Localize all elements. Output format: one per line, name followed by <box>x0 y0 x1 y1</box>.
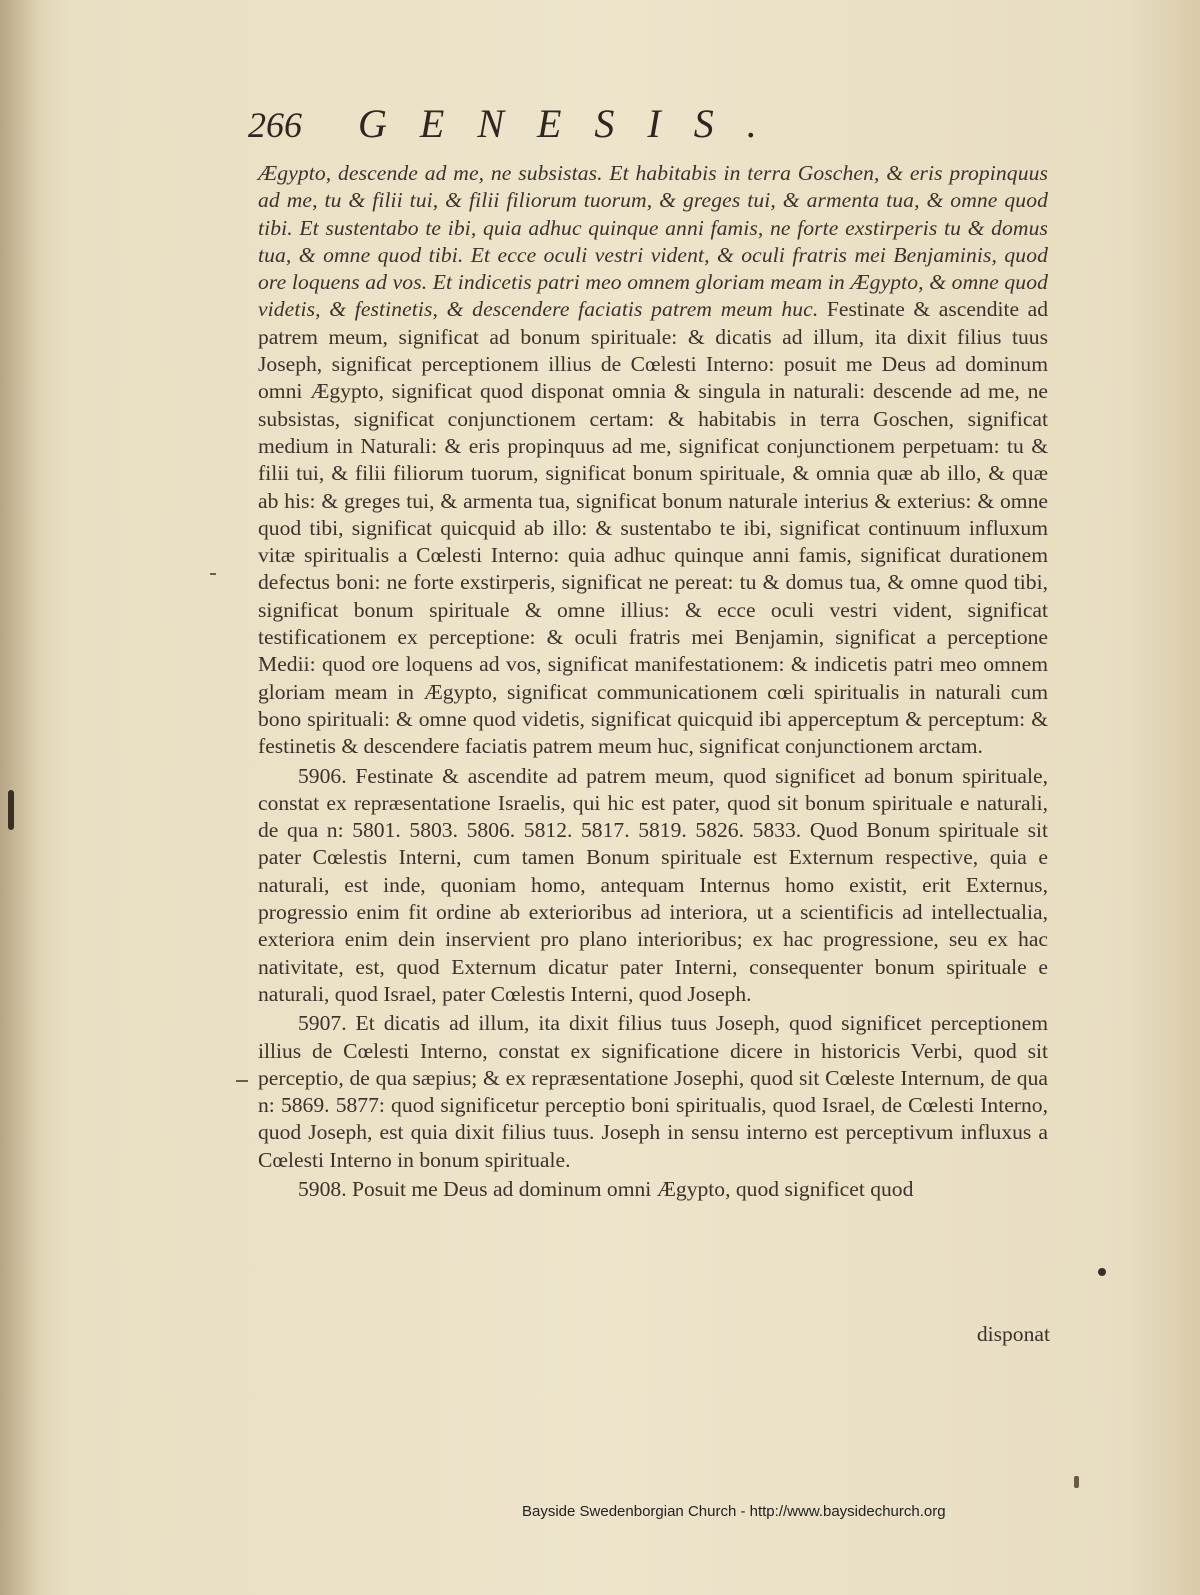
footer-credit: Bayside Swedenborgian Church - http://www.baysidechurch.org <box>522 1503 946 1520</box>
opening-paragraph <box>258 160 1048 761</box>
ink-spot <box>1098 1268 1106 1276</box>
page-number: 266 <box>248 105 302 145</box>
margin-mark <box>210 573 216 575</box>
paragraph-5908: 5908. Posuit me Deus ad dominum omni Ægypto, quod significet quod <box>298 1176 914 1201</box>
summary-text: Festinate & ascendite ad patrem meum, significat ad bonum spirituale: & dicatis ad illum, ita dixit filius tuus Joseph, significat perceptionem illius de Cœlesti Interno: posuit me Deus ad dominum omni Ægypto, significat quod disponat omnia & singula in naturali: descende ad me, ne subsistas, significat conjunctionem certam: & habitabis in terra Goschen, significat medium in Naturali: & eris propinquus ad me, significat conjunctionem perpetuam: tu & filii tui, & filii filiorum tuorum, significat bonum spirituale, & omnia quæ ab illo, & quæ ab his: & greges tui, & armenta tua, significat bonum naturale interius & exterius: & omne quod tibi, significat quicquid ab illo: & sustentabo te ibi, significat continuum influxum vitæ spiritualis a Cœlesti Interno: quia adhuc quinque anni famis, significat durationem defectus boni: ne forte exstirperis, significat ne pereat: tu & domus tua, & omne quod tibi, significat bonum spirituale & omne illius: & ecce oculi vestri vident, significat testificationem ex perceptione: & oculi fratris mei Benjamin, significat a perceptione Medii: quod ore loquens ad vos, significat manifestationem: & indicetis patri meo omnem gloriam meam in Ægypto, significat communicationem cœli spiritualis in naturali cum bono spirituali: & omne quod videtis, significat quicquid ibi apperceptum & perceptum: & festinetis & descendere faciatis patrem meum huc, significat conjunctionem arctam. <box>258 297 1048 759</box>
main-text <box>258 160 1048 1203</box>
scripture-quotation: Ægypto, descende ad me, ne subsistas. Et habitabis in terra Goschen, & eris propinquus ad me, tu & filii tui, & filii filiorum tuorum, & greges tui, & armenta tua, & omne quod tibi. Et sustentabo te ibi, quia adhuc quinque anni famis, ne forte exstirperis tu & domus tua, & omne quod tibi. Et ecce oculi vestri vident, & oculi fratris mei Benjaminis, quod ore loquens ad vos. Et indicetis patri meo omnem gloriam meam in Ægypto, & omne quod videtis, & festinetis, & descendere faciatis patrem meum huc. <box>258 161 1048 322</box>
margin-blemish <box>8 790 14 830</box>
catchword: disponat <box>976 1322 1050 1346</box>
binding-shadow <box>0 0 40 1595</box>
running-title: GENESIS. <box>358 101 790 146</box>
paragraph-5906: 5906. Festinate & ascendite ad patrem meum, quod significet ad bonum spirituale, constat ex repræsentatione Israelis, qui hic est pater, quod sit bonum spirituale e naturali, de qua n: 5801. 5803. 5806. 5812. 5817. 5819. 5826. 5833. Quod Bonum spirituale sit pater Cœlestis Interni, cum tamen Bonum spirituale est Externum respective, quia e naturali, est inde, quoniam homo, antequam Internus homo existit, erit Externus, progressio enim fit ordine ab exterioribus ad interiora, ut a scientificis ad intellectualia, exteriora enim dein inservient pro plano interioribus; ex hac progressione, seu ex hac nativitate, est, quod Externum dicatur pater Interni, consequenter bonum spirituale e naturali, quod Israel, pater Cœlestis Interni, quod Joseph. <box>258 763 1048 1006</box>
margin-mark <box>236 1080 248 1082</box>
paragraph-5907: 5907. Et dicatis ad illum, ita dixit filius tuus Joseph, quod significet perceptionem illius de Cœlesti Interno, constat ex significatione dicere in historicis Verbi, quod sit perceptio, de qua sæpius; & ex repræsentatione Josephi, quod sit Cœleste Internum, de qua n: 5869. 5877: quod significetur perceptio boni spiritualis, quod Israel, de Cœlesti Interno, quod Joseph, est quia dixit filius tuus. Joseph in sensu interno est perceptivum influxus a Cœlesti Interno in bonum spirituale. <box>258 1011 1048 1172</box>
ink-spot <box>1074 1476 1079 1488</box>
page-header <box>248 100 888 152</box>
